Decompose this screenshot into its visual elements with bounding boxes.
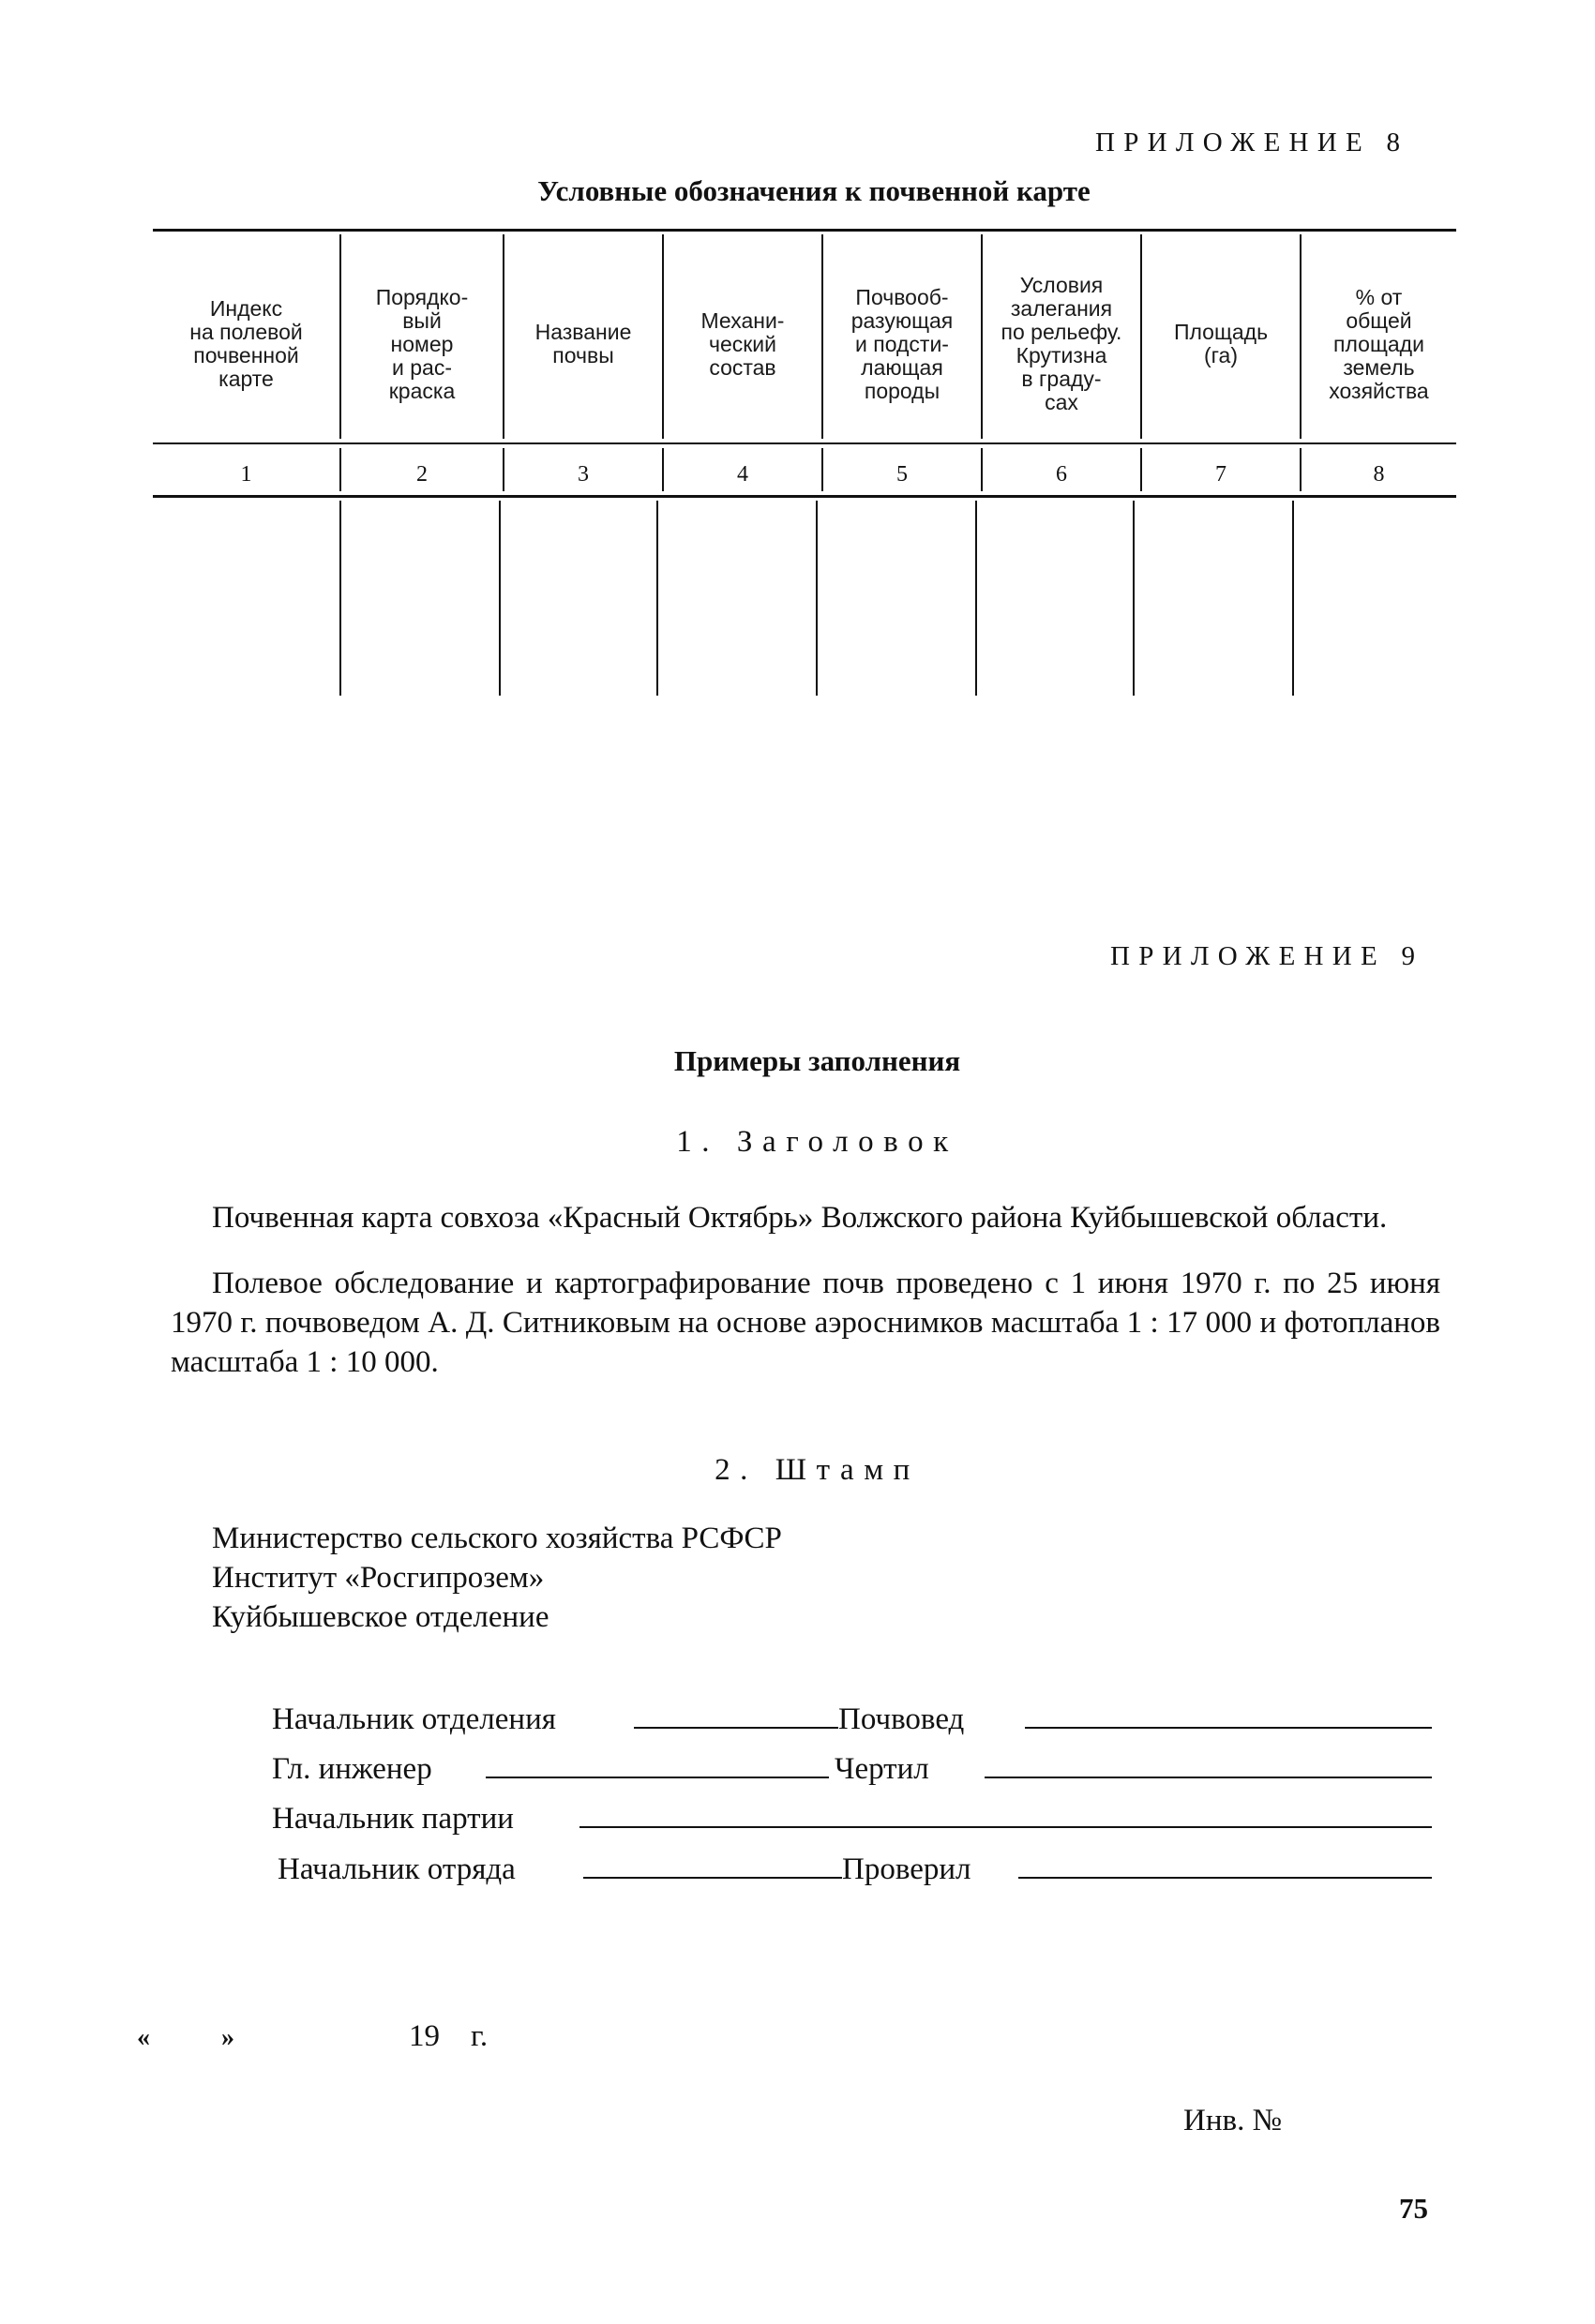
header-soil-name: Название почвы	[534, 320, 632, 367]
signature-label-head-of-party: Начальник партии	[272, 1802, 514, 1836]
date-suffix: г.	[471, 2019, 489, 2053]
page-number: 75	[1399, 2192, 1428, 2225]
appendix-8-label: ПРИЛОЖЕНИЕ 8	[1095, 127, 1409, 157]
signature-label-soil-scientist: Почвовед	[838, 1702, 965, 1736]
inventory-number-label: Инв. №	[1183, 2104, 1283, 2137]
date-close-quote: »	[221, 2023, 234, 2052]
stamp-department: Куйбышевское отделение	[212, 1600, 549, 1634]
header-parent-rocks: Почвооб- разующая и подсти- лающая породы	[850, 284, 954, 403]
column-number: 7	[1215, 461, 1226, 487]
signature-label-head-of-department: Начальник отделения	[272, 1702, 556, 1736]
section-1-heading: 1. Заголовок	[676, 1125, 958, 1159]
signature-label-chief-engineer: Гл. инженер	[272, 1752, 432, 1786]
section-2-heading: 2. Штамп	[715, 1453, 920, 1487]
column-number: 6	[1056, 461, 1067, 487]
header-relief-conditions: Условия залегания по рельефу. Крутизна в граду- сах	[1001, 273, 1122, 414]
section-1-paragraph-2: Полевое обследование и картографирование почв проведено с 1 июня 1970 г. по 25 июня 1970 г. почвоведом А. Д. Ситниковым на основе аэроснимков масштаба 1 : 17 000 и фотопланов масштаба 1 : 10 000.	[171, 1267, 1440, 1379]
column-number: 8	[1373, 461, 1385, 487]
appendix-8-title: Условные обозначения к почвенной карте	[537, 174, 1091, 207]
column-number: 2	[416, 461, 428, 487]
signature-line	[1018, 1877, 1432, 1879]
signature-label-checked-by: Проверил	[842, 1852, 971, 1886]
header-mechanical-composition: Механи- ческий состав	[700, 307, 785, 380]
column-number: 5	[896, 461, 908, 487]
column-number: 4	[737, 461, 748, 487]
section-1-paragraph-1: Почвенная карта совхоза «Красный Октябрь» Волжского района Куйбышевской области.	[212, 1201, 1388, 1235]
date-open-quote: «	[137, 2023, 150, 2052]
header-index: Индекс на полевой почвенной карте	[189, 296, 303, 391]
header-serial-number: Порядко- вый номер и рас- краска	[375, 284, 469, 403]
signature-line	[486, 1777, 829, 1778]
signature-line	[985, 1777, 1432, 1778]
signature-line	[583, 1877, 842, 1879]
stamp-org-block	[212, 1519, 782, 1637]
appendix-9-label: ПРИЛОЖЕНИЕ 9	[1110, 941, 1424, 971]
signature-line	[1025, 1727, 1432, 1729]
signature-label-drafted-by: Чертил	[835, 1752, 929, 1786]
date-year: 19	[409, 2019, 440, 2053]
stamp-ministry: Министерство сельского хозяйства РСФСР	[212, 1522, 782, 1555]
signature-label-head-of-unit: Начальник отряда	[278, 1852, 516, 1886]
header-percent-of-total: % от общей площади земель хозяйства	[1329, 284, 1429, 403]
column-number: 3	[578, 461, 589, 487]
signature-line	[579, 1826, 1432, 1828]
signature-line	[634, 1727, 838, 1729]
stamp-institute: Институт «Росгипрозем»	[212, 1561, 545, 1595]
column-number: 1	[240, 461, 252, 487]
appendix-9-title: Примеры заполнения	[673, 1044, 961, 1077]
header-area: Площадь (га)	[1173, 320, 1269, 367]
